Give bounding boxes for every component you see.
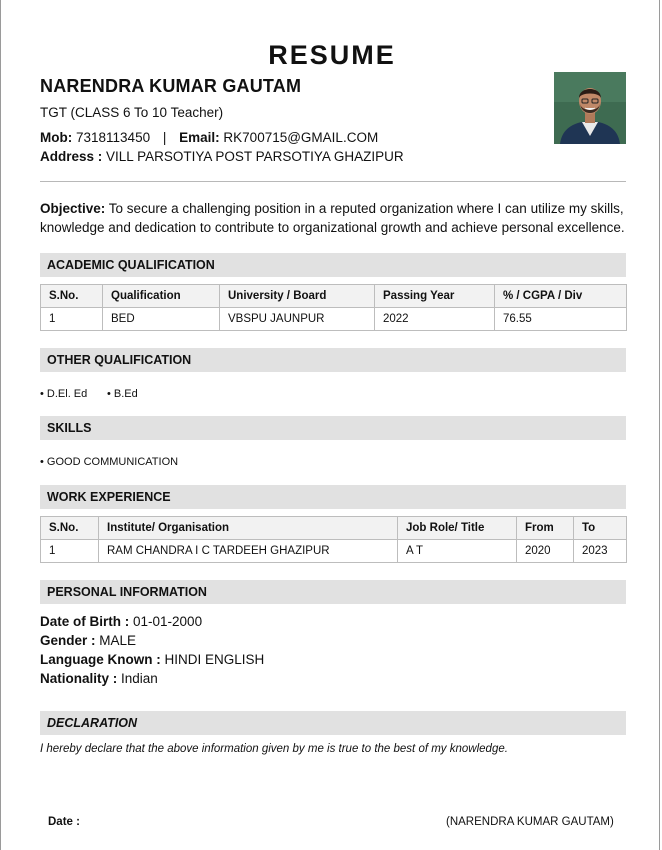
column-header: S.No. xyxy=(41,285,103,308)
table-cell: 2020 xyxy=(517,540,574,563)
table-row xyxy=(41,540,627,563)
column-header: University / Board xyxy=(220,285,375,308)
email-address: RK700715@GMAIL.COM xyxy=(223,130,379,145)
table-cell: RAM CHANDRA I C TARDEEH GHAZIPUR xyxy=(99,540,398,563)
column-header: Institute/ Organisation xyxy=(99,517,398,540)
dob-line xyxy=(40,614,202,629)
nationality-line xyxy=(40,671,158,686)
list-item: • D.El. Ed xyxy=(40,388,88,400)
date-label: Date : xyxy=(48,816,80,828)
column-header: % / CGPA / Div xyxy=(495,285,627,308)
dob-value: 01-01-2000 xyxy=(133,614,203,629)
table-cell: BED xyxy=(103,308,220,331)
work-experience-table xyxy=(40,516,627,563)
candidate-name: NARENDRA KUMAR GAUTAM xyxy=(40,76,302,96)
section-work-experience: WORK EXPERIENCE xyxy=(40,485,626,509)
contact-separator: | xyxy=(162,130,167,145)
signature-name: (NARENDRA KUMAR GAUTAM) xyxy=(446,816,614,828)
mobile-label: Mob: xyxy=(40,130,73,145)
column-header: From xyxy=(517,517,574,540)
person-portrait-icon xyxy=(554,72,626,144)
table-cell: 1 xyxy=(41,308,103,331)
designation: TGT (CLASS 6 To 10 Teacher) xyxy=(40,105,224,120)
email-label: Email: xyxy=(179,130,220,145)
table-cell: VBSPU JAUNPUR xyxy=(220,308,375,331)
objective-text: To secure a challenging position in a reputed organization where I can utilize my skills, knowledge and dedication to contribute to organizational growth and achieve personal excellence. xyxy=(40,201,625,235)
gender-line xyxy=(40,633,136,648)
table-cell: 2022 xyxy=(375,308,495,331)
profile-photo xyxy=(554,72,626,144)
language-line xyxy=(40,652,264,667)
section-academic-qualification: ACADEMIC QUALIFICATION xyxy=(40,253,626,277)
academic-table xyxy=(40,284,627,331)
objective-paragraph xyxy=(40,199,630,237)
mobile-number: 7318113450 xyxy=(76,130,151,145)
section-skills: SKILLS xyxy=(40,416,626,440)
column-header: S.No. xyxy=(41,517,99,540)
gender-value: MALE xyxy=(99,633,137,648)
section-declaration: DECLARATION xyxy=(40,711,626,735)
table-cell: 2023 xyxy=(574,540,627,563)
contact-line xyxy=(40,130,378,145)
dob-label: Date of Birth : xyxy=(40,614,130,629)
list-item: • GOOD COMMUNICATION xyxy=(40,456,179,468)
column-header: To xyxy=(574,517,627,540)
section-personal-information: PERSONAL INFORMATION xyxy=(40,580,626,604)
language-label: Language Known : xyxy=(40,652,161,667)
table-cell: A T xyxy=(398,540,517,563)
objective-label: Objective: xyxy=(40,201,106,216)
nationality-value: Indian xyxy=(121,671,158,686)
table-cell: 1 xyxy=(41,540,99,563)
nationality-label: Nationality : xyxy=(40,671,118,686)
column-header: Job Role/ Title xyxy=(398,517,517,540)
list-item: • B.Ed xyxy=(107,388,138,400)
table-header-row xyxy=(41,517,627,540)
address-value: VILL PARSOTIYA POST PARSOTIYA GHAZIPUR xyxy=(106,149,404,164)
table-header-row xyxy=(41,285,627,308)
header-divider xyxy=(40,181,626,182)
section-other-qualification: OTHER QUALIFICATION xyxy=(40,348,626,372)
column-header: Qualification xyxy=(103,285,220,308)
language-value: HINDI ENGLISH xyxy=(164,652,265,667)
address-line xyxy=(40,149,404,164)
column-header: Passing Year xyxy=(375,285,495,308)
resume-title: RESUME xyxy=(268,40,396,70)
address-label: Address : xyxy=(40,149,103,164)
gender-label: Gender : xyxy=(40,633,96,648)
table-row xyxy=(41,308,627,331)
declaration-text: I hereby declare that the above information given by me is true to the best of my knowledge. xyxy=(40,743,508,755)
table-cell: 76.55 xyxy=(495,308,627,331)
